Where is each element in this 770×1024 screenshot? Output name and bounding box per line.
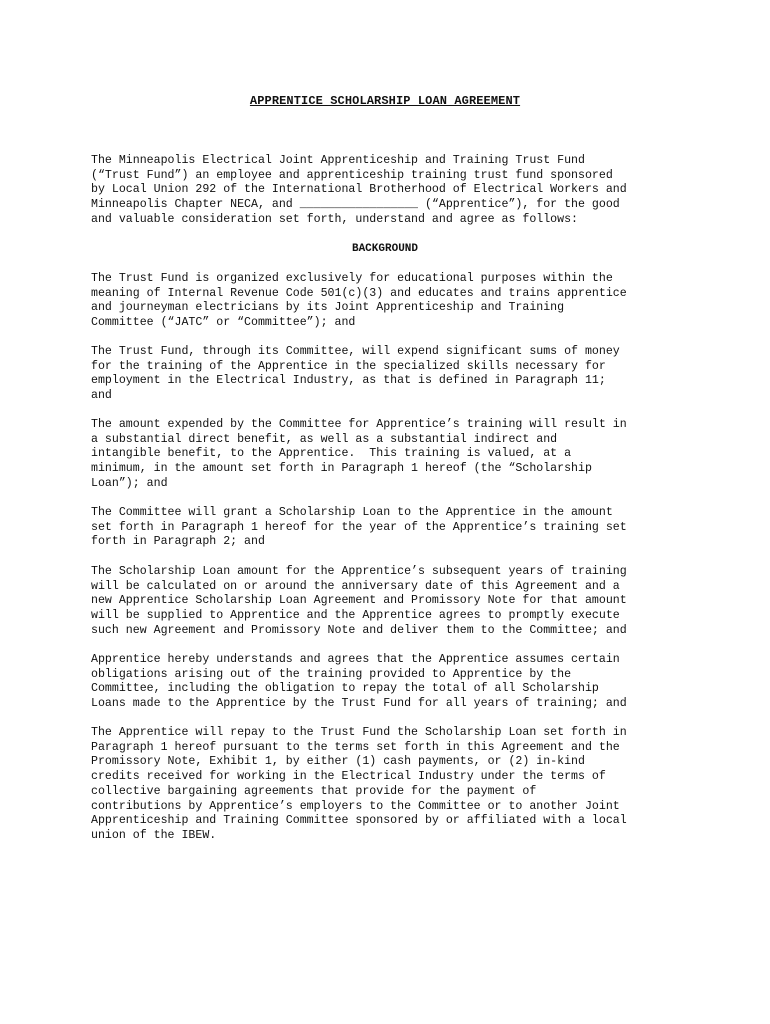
text-line: The amount expended by the Committee for Apprentice’s training will result in	[91, 418, 627, 431]
intro-paragraph	[91, 154, 691, 228]
document-title: APPRENTICE SCHOLARSHIP LOAN AGREEMENT	[249, 94, 521, 108]
text-line: Committee, including the obligation to repay the total of all Scholarship	[91, 682, 599, 696]
text-line: Minneapolis Chapter NECA, and _________________ (“Apprentice”), for the good	[91, 198, 620, 212]
background-paragraph-6	[91, 653, 691, 712]
text-line: will be calculated on or around the anniversary date of this Agreement and a	[91, 579, 620, 593]
text-line: set forth in Paragraph 1 hereof for the year of the Apprentice’s training set	[91, 520, 627, 534]
text-line: new Apprentice Scholarship Loan Agreement and Promissory Note for that amount	[91, 594, 627, 608]
text-line: and	[91, 389, 112, 403]
text-line: by Local Union 292 of the International Brotherhood of Electrical Workers and	[91, 183, 627, 197]
background-paragraph-7	[91, 726, 691, 844]
text-line: obligations arising out of the training provided to Apprentice by the	[91, 667, 572, 681]
text-line: will be supplied to Apprentice and the Apprentice agrees to promptly execute	[91, 609, 620, 623]
background-heading: BACKGROUND	[351, 243, 418, 255]
text-line: such new Agreement and Promissory Note and deliver them to the Committee; and	[91, 623, 627, 637]
text-line: forth in Paragraph 2; and	[91, 535, 265, 549]
text-line: Committee (“JATC” or “Committee”); and	[91, 316, 356, 330]
text-line: Apprenticeship and Training Committee sponsored by or affiliated with a local	[91, 814, 627, 828]
text-line: minimum, in the amount set forth in Paragraph 1 hereof (the “Scholarship	[91, 462, 592, 476]
text-line: a substantial direct benefit, as well as a substantial indirect and	[91, 432, 558, 446]
text-line: The Trust Fund, through its Committee, will expend significant sums of money	[91, 345, 620, 358]
text-line: Loans made to the Apprentice by the Trust Fund for all years of training; and	[91, 697, 627, 711]
text-line: The Committee will grant a Scholarship Loan to the Apprentice in the amount	[91, 506, 613, 519]
text-line: contributions by Apprentice’s employers to the Committee or to another Joint	[91, 799, 620, 813]
text-line: and journeyman electricians by its Joint Apprenticeship and Training	[91, 301, 565, 315]
background-paragraph-1	[91, 272, 691, 331]
text-line: Paragraph 1 hereof pursuant to the terms set forth in this Agreement and the	[91, 740, 620, 754]
text-line: meaning of Internal Revenue Code 501(c)(3) and educates and trains apprentice	[91, 286, 627, 300]
text-line: Promissory Note, Exhibit 1, by either (1) cash payments, or (2) in-kind	[91, 755, 585, 769]
text-line: The Minneapolis Electrical Joint Apprenticeship and Training Trust Fund	[91, 154, 585, 167]
text-line: Loan”); and	[91, 476, 168, 490]
background-paragraph-2	[91, 345, 691, 404]
text-line: The Scholarship Loan amount for the Apprentice’s subsequent years of training	[91, 565, 627, 578]
text-line: for the training of the Apprentice in the specialized skills necessary for	[91, 359, 606, 373]
background-paragraph-4	[91, 506, 691, 550]
text-line: The Apprentice will repay to the Trust Fund the Scholarship Loan set forth in	[91, 726, 627, 739]
text-line: Apprentice hereby understands and agrees that the Apprentice assumes certain	[91, 653, 620, 666]
text-line: credits received for working in the Electrical Industry under the terms of	[91, 770, 606, 784]
text-line: intangible benefit, to the Apprentice. This training is valued, at a	[91, 447, 572, 461]
text-line: and valuable consideration set forth, understand and agree as follows:	[91, 212, 579, 226]
background-paragraph-3	[91, 418, 691, 492]
text-line: employment in the Electrical Industry, as that is defined in Paragraph 11;	[91, 374, 606, 388]
background-paragraph-5	[91, 565, 691, 639]
text-line: union of the IBEW.	[91, 828, 217, 842]
text-line: collective bargaining agreements that provide for the payment of	[91, 784, 537, 798]
text-line: The Trust Fund is organized exclusively for educational purposes within the	[91, 272, 613, 285]
text-line: (“Trust Fund”) an employee and apprenticeship training trust fund sponsored	[91, 168, 613, 182]
